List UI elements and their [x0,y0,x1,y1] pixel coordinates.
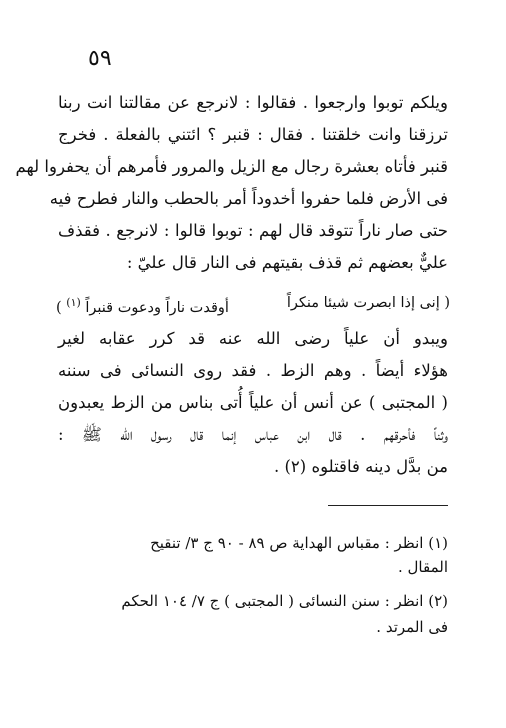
poem-verse [56,292,450,319]
body-line: عليٌّ بعضهم ثم قذف بقيتهم فى النار قال عليّ : [126,253,448,272]
footnote-ref: (١) [66,296,81,309]
poem-right-hemistich: ( إنى إذا ابصرت شيئا منكراً [286,295,450,311]
body-line: من بدَّل دينه فاقتلوه (٢) . [273,457,448,476]
footnote-line: المقال . [397,558,448,576]
body-line: ( المجتبى ) عن أنس أن علياً أُتى بناس من الزط يعبدون [58,393,448,412]
poem-left-hemistich: أوقدت ناراً ودعوت قنبراً $^{(١)}$ ) [56,296,229,316]
body-line: هؤلاء أيضاً . وهم الزط . فقد روى النسائى فى سننه [58,361,448,380]
body-line: ترزقنا وانت خلقتنا . فقال : قنبر ؟ ائتني بالفعلة . فخرج [58,125,448,144]
body-line: وثناً فأحرقهم . قال ابن عباس إنما قال رسول الله ﷺ : [58,425,448,444]
body-line: قنبر فأتاه بعشرة رجال مع الزيل والمرور فأمرهم أن يحفروا لهم [15,157,448,176]
footnote-line: فى المرتد . [376,618,448,636]
body-line: حتى صار ناراً تتوقد قال لهم : توبوا قالوا : لانرجع . فقذف [58,221,448,240]
body-line: فى الأرض فلما حفروا أخدوداً أمر بالحطب والنار فطرح فيه [49,189,448,208]
body-line: ويلكم توبوا وارجعوا . فقالوا : لانرجع عن مقالتنا انت ربنا [58,93,448,112]
footnote-line: (١) انظر : مقباس الهداية ص ٨٩ - ٩٠ ج ٣/ تنقيح [150,534,448,552]
body-line: ويبدو أن علياً رضى الله عنه قد كرر عقابه لغير [58,329,448,348]
footnote-divider [328,505,448,506]
page-number: ٥٩ [88,46,112,71]
footnote-line: (٢) انظر : سنن النسائى ( المجتبى ) ج ٧/ ١٠٤ الحكم [121,592,448,610]
